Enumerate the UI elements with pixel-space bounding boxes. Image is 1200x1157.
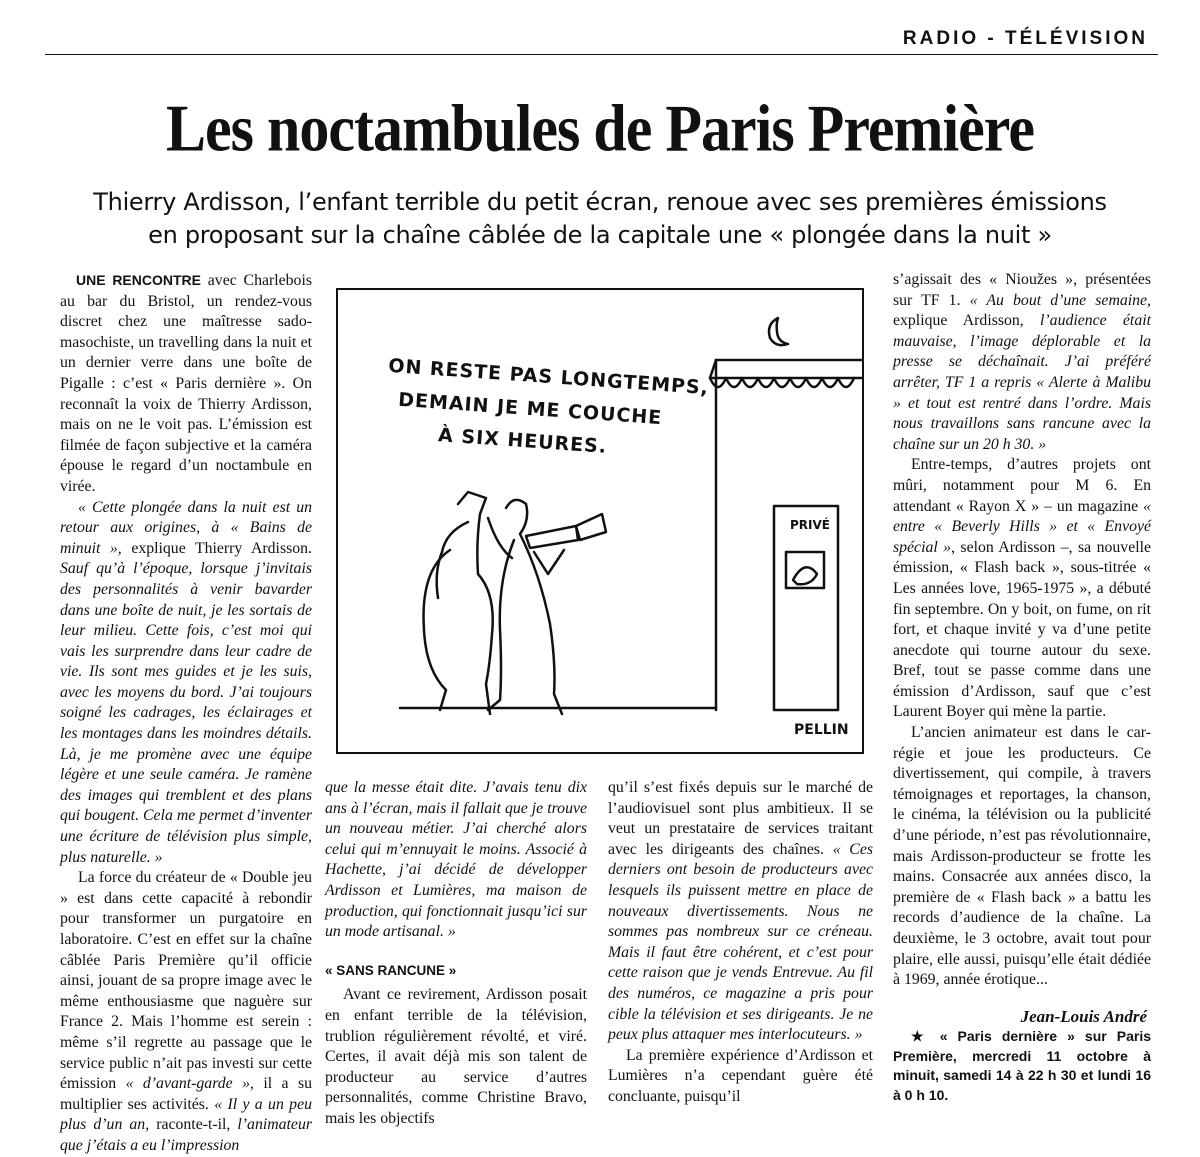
- cartoon: [336, 288, 864, 754]
- paragraph: [60, 270, 312, 498]
- paragraph: [608, 778, 873, 1046]
- paragraph: [325, 778, 587, 943]
- deck-line-1: Thierry Ardisson, l’enfant terrible du petit écran, renoue avec ses premières émissions: [93, 188, 1107, 216]
- paragraph: [60, 498, 312, 869]
- paragraph-text: L’ancien animateur est dans le car-régie et joue les producteurs. Ce divertissement, qui compile, à travers témoignages et reportages, la chanson, le cinéma, la télévision ou la publicité d’une période, n’est pas révolutionnaire, mais Ardisson-producteur se frotte les mains. Consacrée aux années disco, la première de « Flash back » a battu les records d’audience de la chaîne. La deuxième, le 3 octobre, avait tout pour plaire, elle aussi, puisqu’elle était dédiée à 1969, année érotique...: [893, 724, 1151, 989]
- section-rubric: [45, 28, 1158, 55]
- broadcast-info: ★ « Paris dernière » sur Paris Première, mercredi 11 octobre à minuit, samedi 14 à 22 h 30 et lundi 16 à 0 h 10.: [893, 1028, 1151, 1103]
- deck-line-2: en proposant sur la chaîne câblée de la capitale une « plongée dans la nuit »: [148, 221, 1052, 249]
- paragraph: [893, 455, 1151, 723]
- paragraph-text: La force du créateur de « Double jeu » est dans cette capacité à rebondir pour transformer un purgatoire en laboratoire. C’est en effet sur la chaîne câblée Paris Première qu’il officie ainsi, jouant de sa propre image avec le même enthousiasme que naguère sur France 2. Mais l’homme est serein : même s’il regrette au passage que le service public n’ait pas investi sur cette émission: [60, 869, 312, 1093]
- quote-text: « Au bout d’une semaine,: [969, 291, 1151, 309]
- lead-in: UNE RENCONTRE: [76, 272, 201, 288]
- paragraph-text: raconte-t-il,: [156, 1116, 238, 1134]
- paragraph: [60, 868, 312, 1156]
- paragraph-text: explique Ardisson,: [893, 312, 1041, 330]
- quote-text: « entre « Beverly Hills » et « Envoyé spécial »: [893, 497, 1151, 556]
- quote-text: « Il y a un peu plus d’un an,: [60, 1095, 312, 1134]
- paragraph-text: explique Thierry Ardisson.: [131, 539, 312, 557]
- paragraph-text: , il a su multiplier ses activités.: [60, 1075, 312, 1113]
- paragraph-text: Avant ce revirement, Ardisson posait en enfant terrible de la télévision, trublion régulièrement révolté, et viré. Certes, il avait déjà mis son talent de producteur au service d’autres personnalités, comme Christine Bravo, mais les objectifs: [325, 986, 587, 1127]
- deck: [80, 186, 1120, 252]
- column-4: [893, 270, 1151, 1105]
- camera: [526, 526, 578, 548]
- paragraph-text: s’agissait des « Nioužes », présentées sur TF 1.: [893, 271, 1151, 309]
- door-sign: PRIVÉ: [790, 518, 830, 532]
- quote-text: « Cette plongée dans la nuit est un retour aux origines, à « Bains de minuit »,: [60, 498, 312, 557]
- column-3: [608, 778, 873, 1108]
- paragraph: [608, 1046, 873, 1108]
- moon-icon: [769, 318, 788, 345]
- paragraph: [893, 723, 1151, 991]
- column-1: [60, 270, 312, 1157]
- paragraph: [893, 270, 1151, 455]
- quote-text: « Ces derniers ont besoin de producteurs avec lesquels ils puissent mettre en place de nouveaux divertissements. Nous ne sommes pas nombreux sur ce créneau. Mais il faut être cohérent, et c’est pour cette raison que je vends Entrevue. Au fil des numéros, ce magazine a pris pour cible la télévision et ses dirigeants. Je ne peux plus attaquer mes interlocuteurs. »: [608, 840, 873, 1044]
- quote-text: que la messe était dite. J’avais tenu dix ans à l’écran, mais il fallait que je trouve un nouveau métier. J’ai cherché alors celui qui m’ennuyait le moins. Associé à Hachette, j’ai décidé de développer Ardisson et Lumières, ma maison de production, qui fonctionnait jusqu’ici sur un mode artisanal. »: [325, 779, 587, 941]
- quote-text: Sauf qu’à l’époque, lorsque j’invitais des personnalités à venir bavarder dans une boîte de nuit, je les sortais de leur milieu. Cette fois, c’est moi qui vais les surprendre dans leur cadre de vie. Ils sont mes guides et je les suis, avec les moyens du bord. J’ai toujours soigné les cadrages, les éclairages et les montages dans les moindres détails. Là, je me promène avec une équipe légère et une seule caméra. Je ramène des images qui tremblent et des plans qui bougent. Cela me permet d’inventer une écriture de télévision plus simple, plus naturelle. »: [60, 560, 312, 866]
- subheading: « SANS RANCUNE »: [325, 962, 457, 978]
- door: [774, 506, 838, 710]
- speech-line-2: DEMAIN JE ME COUCHE: [397, 388, 663, 430]
- quote-text: « d’avant-garde »: [125, 1075, 250, 1093]
- figure-right: [506, 500, 562, 714]
- speech-line-3: À SIX HEURES.: [437, 424, 608, 458]
- paragraph: [325, 985, 587, 1129]
- paragraph-text: Entre-temps, d’autres projets ont mûri, notamment pour M 6. En attendant « Rayon X » – un magazine: [893, 456, 1151, 515]
- quote-text: l’animateur que j’étais a eu l’impression: [60, 1116, 312, 1154]
- author-byline: Jean-Louis André: [1020, 1006, 1147, 1026]
- paragraph-text: avec Charlebois au bar du Bristol, un rendez-vous discret chez une maîtresse sado-masochiste, un travelling dans la nuit et un dernier verre dans une boîte de Pigalle : c’est « Paris dernière ». On reconnaît la voix de Thierry Ardisson, mais on ne le voit pas. L’émission est filmée de façon subjective et la caméra épouse le regard d’un noctambule en virée.: [60, 272, 312, 495]
- paragraph-text: La première expérience d’Ardisson et Lumières n’a cependant guère été concluante, puisqu’il: [608, 1046, 873, 1105]
- paragraph-text: , selon Ardisson –, sa nouvelle émission, « Flash back », sous-titrée « Les années love, 1965-1975 », a débuté fin septembre. On y boit, on fume, on rit fort, et chaque invité y va d’une petite anecdote qui tourne autour du sexe. Bref, tout se passe comme dans une émission d’Ardisson, sauf que c’est Laurent Boyer qui mène la partie.: [893, 538, 1151, 721]
- column-2: [325, 778, 587, 1130]
- speech-line-1: ON RESTE PAS LONGTEMPS,: [387, 354, 710, 400]
- paragraph-text: qu’il s’est fixés depuis sur le marché de l’audiovisuel sont plus ambitieux. Il se veut un prestataire de services traitant avec les dirigeants des chaînes.: [608, 779, 873, 858]
- quote-text: l’audience était mauvaise, l’image déplorable et la presse se déchaînait. J’ai préféré arrêter, TF 1 a repris « Alerte à Malibu » et tout est rentré dans l’ordre. Mais nous travaillons sans rancune avec la chaîne sur un 20 h 30. »: [893, 312, 1151, 453]
- headline: Les noctambules de Paris Première: [166, 91, 1034, 166]
- rubric-label: RADIO - TÉLÉVISION: [902, 28, 1148, 49]
- cartoonist-signature: PELLIN: [794, 722, 849, 738]
